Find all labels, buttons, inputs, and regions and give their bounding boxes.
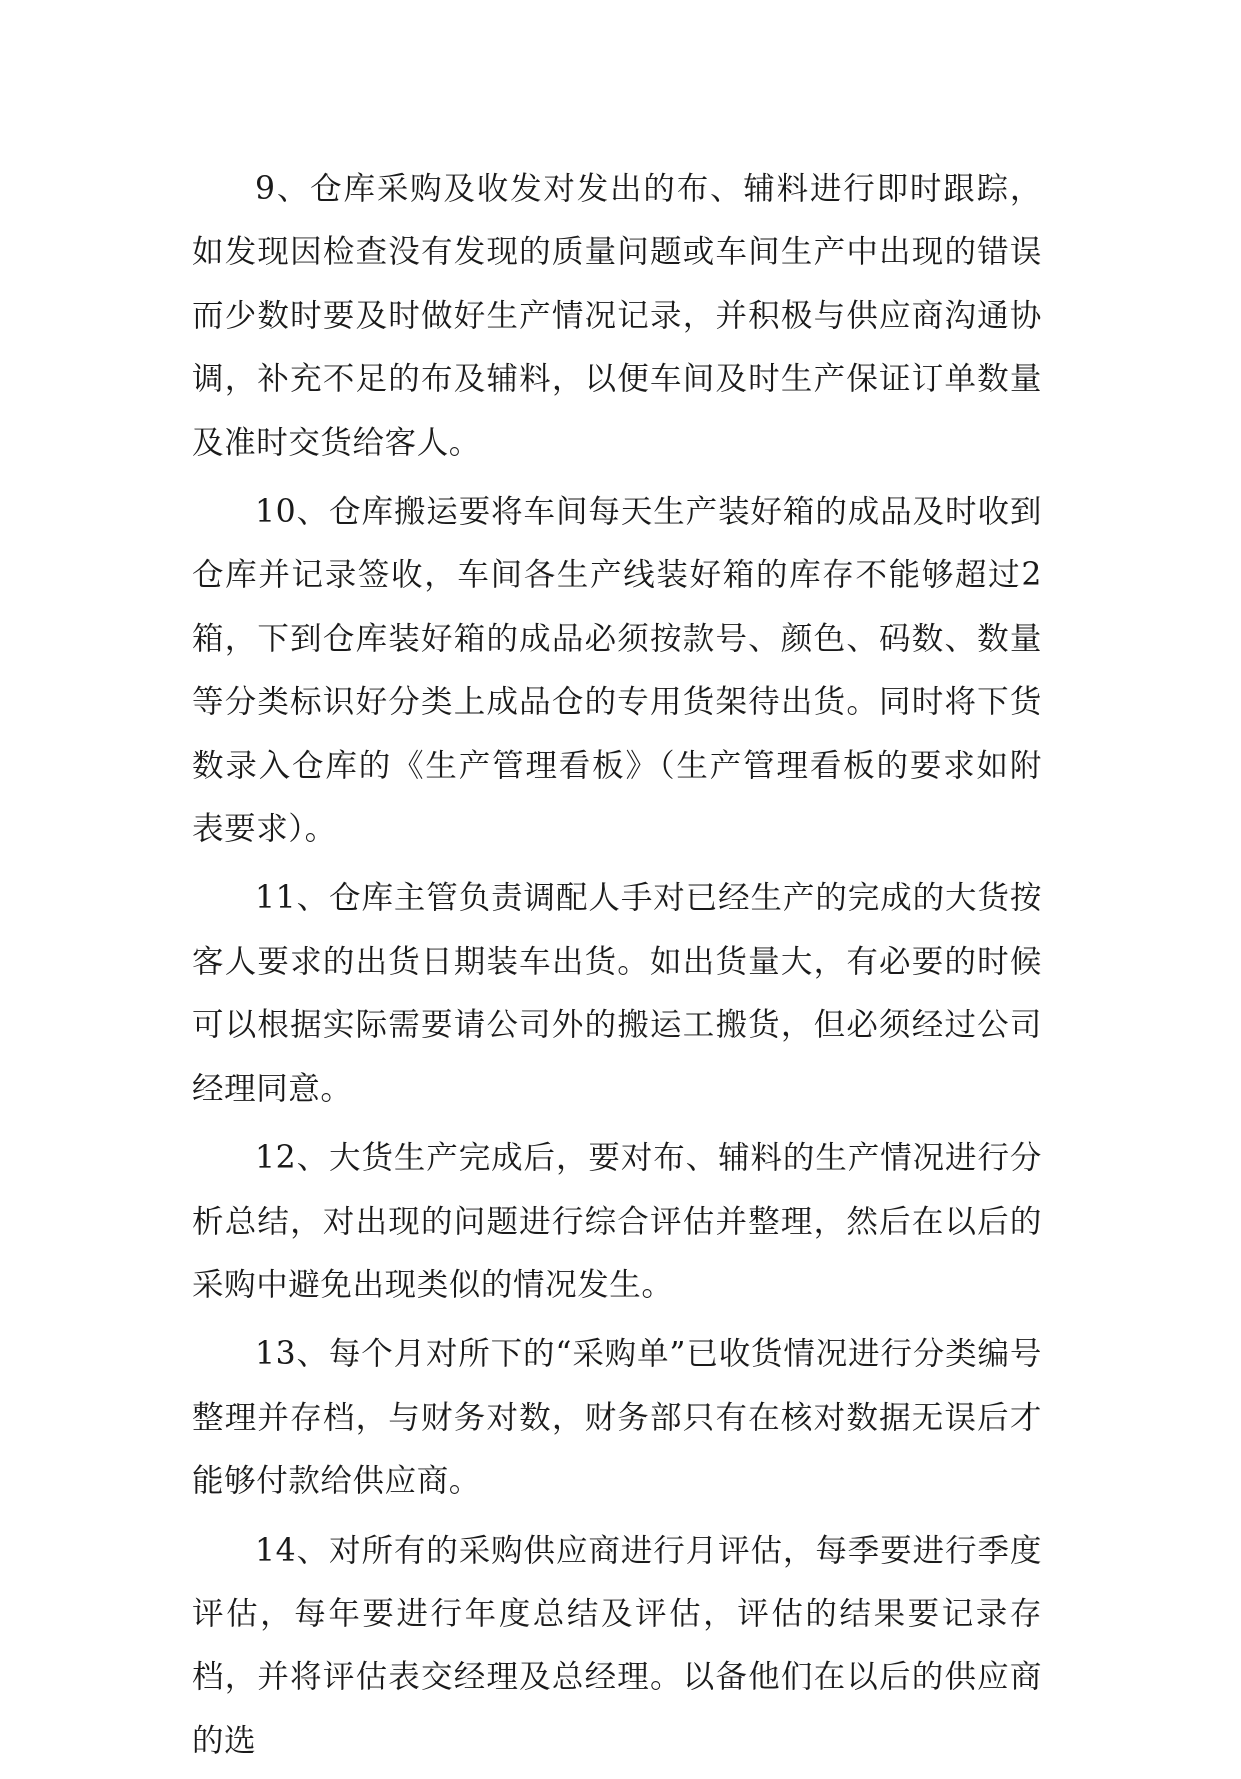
paragraph-13: 13、每个月对所下的“采购单”已收货情况进行分类编号整理并存档，与财务对数，财务部只有在核对数据无误后才能够付款给供应商。 [192,1336,1042,1500]
paragraph-14: 14、对所有的采购供应商进行月评估，每季要进行季度评估，每年要进行年度总结及评估，评估的结果要记录存档，并将评估表交经理及总经理。以备他们在以后的供应商的选 [192,1532,1042,1759]
paragraph-11: 11、仓库主管负责调配人手对已经生产的完成的大货按客人要求的出货日期装车出货。如出货量大，有必要的时候可以根据实际需要请公司外的搬运工搬货，但必须经过公司经理同意。 [192,880,1042,1107]
document-body [192,158,1042,1779]
paragraph-9: 9、仓库采购及收发对发出的布、辅料进行即时跟踪，如发现因检查没有发现的质量问题或车间生产中出现的错误而少数时要及时做好生产情况记录，并积极与供应商沟通协调，补充不足的布及辅料，以便车间及时生产保证订单数量及准时交货给客人。 [192,171,1042,461]
paragraph-10: 10、仓库搬运要将车间每天生产装好箱的成品及时收到仓库并记录签收，车间各生产线装好箱的库存不能够超过2箱，下到仓库装好箱的成品必须按款号、颜色、码数、数量等分类标识好分类上成品仓的专用货架待出货。同时将下货数录入仓库的《生产管理看板》（生产管理看板的要求如附表要求）。 [192,494,1042,848]
paragraph-12: 12、大货生产完成后，要对布、辅料的生产情况进行分析总结，对出现的问题进行综合评估并整理，然后在以后的采购中避免出现类似的情况发生。 [192,1140,1042,1303]
